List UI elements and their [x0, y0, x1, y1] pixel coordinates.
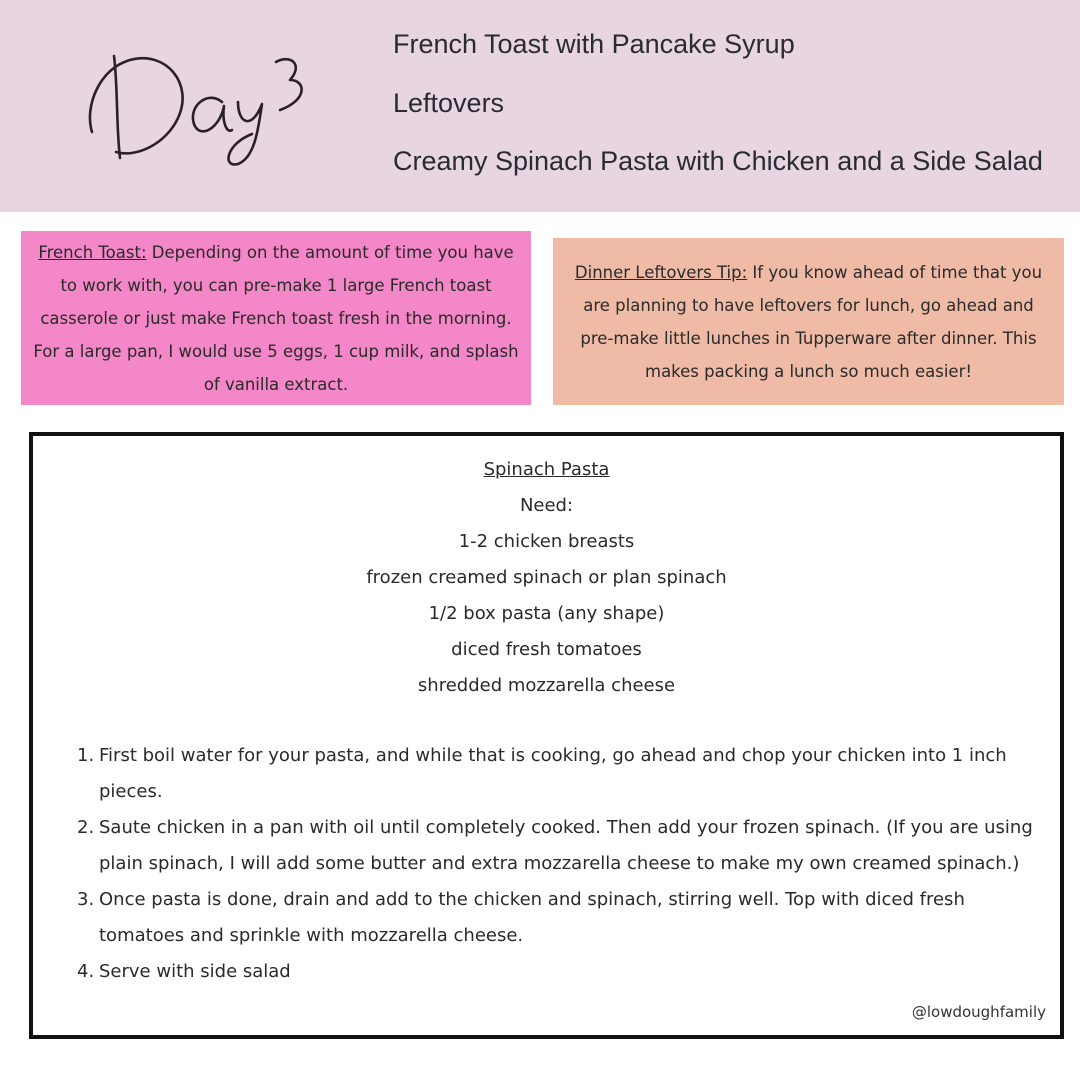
- recipe-header: [33, 452, 1060, 704]
- ingredient-item: 1/2 box pasta (any shape): [428, 603, 665, 624]
- step-text: First boil water for your pasta, and while that is cooking, go ahead and chop your chicken into 1 inch pieces.: [99, 745, 1007, 802]
- ingredient-item: diced fresh tomatoes: [451, 639, 642, 660]
- dinner-leftovers-tip-text: [567, 256, 1050, 388]
- meal-list: [393, 24, 1078, 200]
- step-text: Serve with side salad: [99, 961, 291, 982]
- dinner-leftovers-tip-body: If you know ahead of time that you are planning to have leftovers for lunch, go ahead and pre-make little lunches in Tupperware after dinner. This makes packing a lunch so much easier!: [580, 262, 1043, 381]
- ingredient-item: shredded mozzarella cheese: [417, 675, 676, 696]
- header-banner: [0, 0, 1080, 212]
- step-item: [77, 738, 1037, 810]
- recipe-steps: [77, 738, 1037, 990]
- step-item: [77, 882, 1037, 954]
- social-handle: @lowdoughfamily: [911, 1003, 1046, 1021]
- step-text: Once pasta is done, drain and add to the chicken and spinach, stirring well. Top with diced fresh tomatoes and sprinkle with mozzarella cheese.: [99, 889, 965, 946]
- recipe-title: Spinach Pasta: [483, 459, 610, 480]
- step-item: [77, 954, 1037, 990]
- day-title-script: [82, 40, 322, 170]
- meal-dinner: Creamy Spinach Pasta with Chicken and a Side Salad: [393, 146, 1043, 176]
- step-number: 2.: [77, 817, 95, 838]
- french-toast-tip-body: Depending on the amount of time you have to work with, you can pre-make 1 large French toast casserole or just make French toast fresh in the morning. For a large pan, I would use 5 eggs, 1 cup milk, and splash of vanilla extract.: [33, 242, 519, 394]
- meal-breakfast: French Toast with Pancake Syrup: [393, 29, 795, 59]
- french-toast-tip-text: [33, 236, 519, 401]
- dinner-leftovers-tip: [553, 238, 1064, 405]
- step-number: 1.: [77, 745, 95, 766]
- french-toast-tip: [21, 231, 531, 405]
- ingredient-item: 1-2 chicken breasts: [458, 531, 635, 552]
- step-item: [77, 810, 1037, 882]
- meal-lunch: Leftovers: [393, 87, 505, 118]
- dinner-leftovers-tip-label: Dinner Leftovers Tip:: [574, 262, 748, 282]
- ingredient-item: frozen creamed spinach or plan spinach: [366, 567, 727, 588]
- step-text: Saute chicken in a pan with oil until completely cooked. Then add your frozen spinach. (If you are using plain spinach, I will add some butter and extra mozzarella cheese to make my own creamed spinach.): [99, 817, 1033, 874]
- french-toast-tip-label: French Toast:: [38, 242, 147, 262]
- recipe-card: [29, 432, 1064, 1039]
- step-number: 4.: [77, 961, 95, 982]
- step-number: 3.: [77, 889, 95, 910]
- need-label: Need:: [519, 495, 574, 516]
